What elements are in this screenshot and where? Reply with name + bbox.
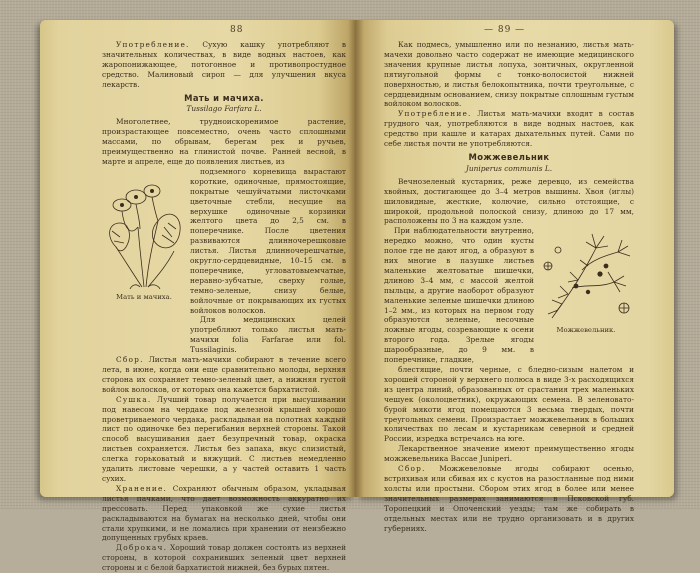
collection-paragraph: [102, 355, 346, 395]
right-page: [356, 20, 674, 533]
section-title: Можжевельник: [468, 151, 550, 162]
usage-label: Употребление.: [398, 109, 472, 119]
admixture-paragraph: Как подмесь, умышленно или по незнанию, листья мать-мачехи довольно часто содержат не имеющие медицинского значения крупные листья лопуха, зонтичных, округленной пятиугольной формы с тонко-волосистой нижней поверхностью, и листья белокопытника, почти треугольные, с сердцевидным основанием, снизу покрытые сплошным густым войлоком волосков.: [384, 40, 634, 109]
storage-text: Сохраняют обычным образом, укладывая листья пачками, что дает возможность аккуратно их прессовать. Перед упаковкой же сухие листья раскладываются на бумагах на несколько дней, чтобы они стали хрупкими, и не ломались при хранении от неизбежно допущенных грубых краев.: [102, 483, 347, 543]
usage-text: Листья мать-мачихи входят в состав грудного чая, употребляются в виде водных настоев, как средство при кашле и катарах дыхательных путей. Сами по себе листья почти не употребляются.: [384, 109, 634, 149]
usage-paragraph: [102, 40, 346, 90]
collection-label: Сбор.: [116, 355, 144, 365]
section-latin-name: Tussilago Farfara L.: [186, 104, 262, 114]
berry-paragraph: блестящие, почти черные, с бледно-сизым налетом и хорошей стороной у верхнего полюса в виде 3-х расходящихся из центра линий, образованных от срастания трех маленьких чешуек (околоцветник), окружающих семена. В зеленовато-бурой мякоти ягод помещаются 3 весьма твердых, почти треугольных семени. Произрастает можжевельник в больших количествах по лесам и кустарникам северной и средней России, изредка встречаясь на юге.: [384, 365, 634, 444]
quality-paragraph: [102, 543, 346, 573]
description-paragraph: Вечнозеленый кустарник, реже деревцо, из семейства хвойных, достигающее до 3–4 метров вышины. Хвоя (иглы) шиловидные, жесткие, колючие, сильно отстоящие, с широкой, продольной полоской снизу, длиною до 17 мм, расположены по 3 на каждом узле.: [384, 176, 634, 226]
collection-label: Сбор.: [398, 464, 426, 474]
left-page: [40, 20, 356, 573]
coltsfoot-plant-drawing: [102, 167, 186, 291]
figure-block: [384, 226, 634, 365]
quality-label: Доброкач.: [116, 543, 168, 553]
collection-text: Можжевеловые ягоды собирают осенью, встряхивая или сбивая их с кустов на разостланные под ними холсты или простыни. Сбором этих ягод в более или менее значительных размерах занимаются в Псковской губ. Торопецкий и Опоченский уезды; там же собирать в отдельных местах или не трудно организовать и в других губерниях.: [384, 464, 634, 533]
quality-text: Хороший товар должен состоять из верхней стороны, в которой сохранивших зеленый цвет верхней стороны и с белой бархатистой нижней, без бурых пятен.: [102, 543, 346, 573]
usage-text: Сухую кашку употребляют в значительных количествах, в виде водных настоев, как жаропонижающее, потогонное и противопростудное средство. Малиновый сироп — для улучшения вкуса лекарств.: [102, 40, 346, 89]
juniper-branch-drawing: [538, 226, 634, 324]
section-latin-name: Juniperus communis L.: [465, 163, 553, 173]
drying-text: Лучший товар получается при высушивании под навесом на чердаке под железной крышей хорошо проветриваемого чердака, раскладывая на полотнах каждый лист по одиночке без перегибания верхней стороны. Такой способ высушивания дает безупречный товар, окраска листьев сохраняется. Листья без запаха, вкус слизистый, слегка горьковатый и вяжущий. С листьев немедленно удалить листовые черешки, а у частей оставить 1 часть сухих.: [102, 394, 346, 483]
storage-paragraph: [102, 484, 346, 543]
page-number: 88: [230, 25, 244, 35]
coltsfoot-illustration: [102, 167, 186, 355]
juniper-illustration: [538, 226, 634, 365]
book-gutter: [348, 20, 364, 497]
collection-paragraph: [384, 464, 634, 533]
medicinal-paragraph: [384, 444, 634, 464]
figure-caption: Можжевельник.: [556, 326, 616, 335]
medicinal-paragraph: Для медицинских целей употребляют только листья мать-мачихи folia Farfarae или fol. Tussilaginis.: [190, 315, 346, 355]
drying-paragraph: [102, 395, 346, 484]
right-page-content: [384, 40, 634, 533]
storage-label: Хранение.: [116, 483, 168, 493]
usage-paragraph: [384, 109, 634, 149]
figure-side-paragraph: При наблюдательности внутренно, нередко можно, что один кусты полое где не дают ягод, а образуют в них многие в пазушке листьев маленькие желтоватые шишечки, длиною 3–4 мм, с массой желтой пыльцы, а другие наоборот образуют маленькие зеленые шишечки длиною 1–2 мм., из которых на первом году образуются зеленые, несочные ложные ягоды, созревающие к осени второго года. Зрелые ягоды шарообразные, до 9 мм. в поперечнике, гладкие,: [384, 226, 534, 365]
figure-side-text: [384, 226, 534, 365]
left-page-content: [102, 40, 346, 573]
section-title: Мать и мачиха.: [184, 92, 264, 103]
drying-label: Сушка.: [116, 394, 152, 404]
medicinal-text: имеют преимущественно ягоды можжевельника Baccae Juniperi.: [384, 444, 634, 464]
figure-side-paragraph: подземного корневища вырастают короткие, одиночные, прямостоящие, покрытые чешуйчатыми листочками цветочные стебли, несущие на верхушке одиночные корзинки желтого цвета до 2,5 см. в поперечнике. После цветения развиваются длинночерешковые листья. Листья длинночерешчатые, округло-сердцевидные, 10–15 см. в поперечнике, угловатовыемчатые, неравно-зубчатые, сверху голые, темно-зеленые, снизу белые, войлочные от покрывающих их густых войлоков волосков.: [190, 166, 346, 315]
description-paragraph: Многолетнее, трудноискоренимое растение, произрастающее повсеместно, очень часто сплошными массами, по обрывам, берегам рек и ручьев, преимущественно на глинистой почве. Ранней весной, в марте и апреле, еще до появления листьев, из: [102, 117, 346, 166]
usage-label: Употребление.: [116, 40, 190, 49]
page-number: — 89 —: [484, 25, 526, 35]
medicinal-label: Лекарственное значение: [398, 444, 500, 454]
figure-block: [102, 167, 346, 355]
figure-caption: Мать и мачиха.: [116, 292, 172, 301]
figure-side-text: [190, 167, 346, 355]
collection-text: Листья мать-мачихи собирают в течение всего лета, в июне, когда они еще сравнительно молоды, верхняя сторона их сохраняет темно-зеленый цвет, а нижняя густой войлок волосков, от которых она кажется бархатистой.: [102, 355, 346, 394]
